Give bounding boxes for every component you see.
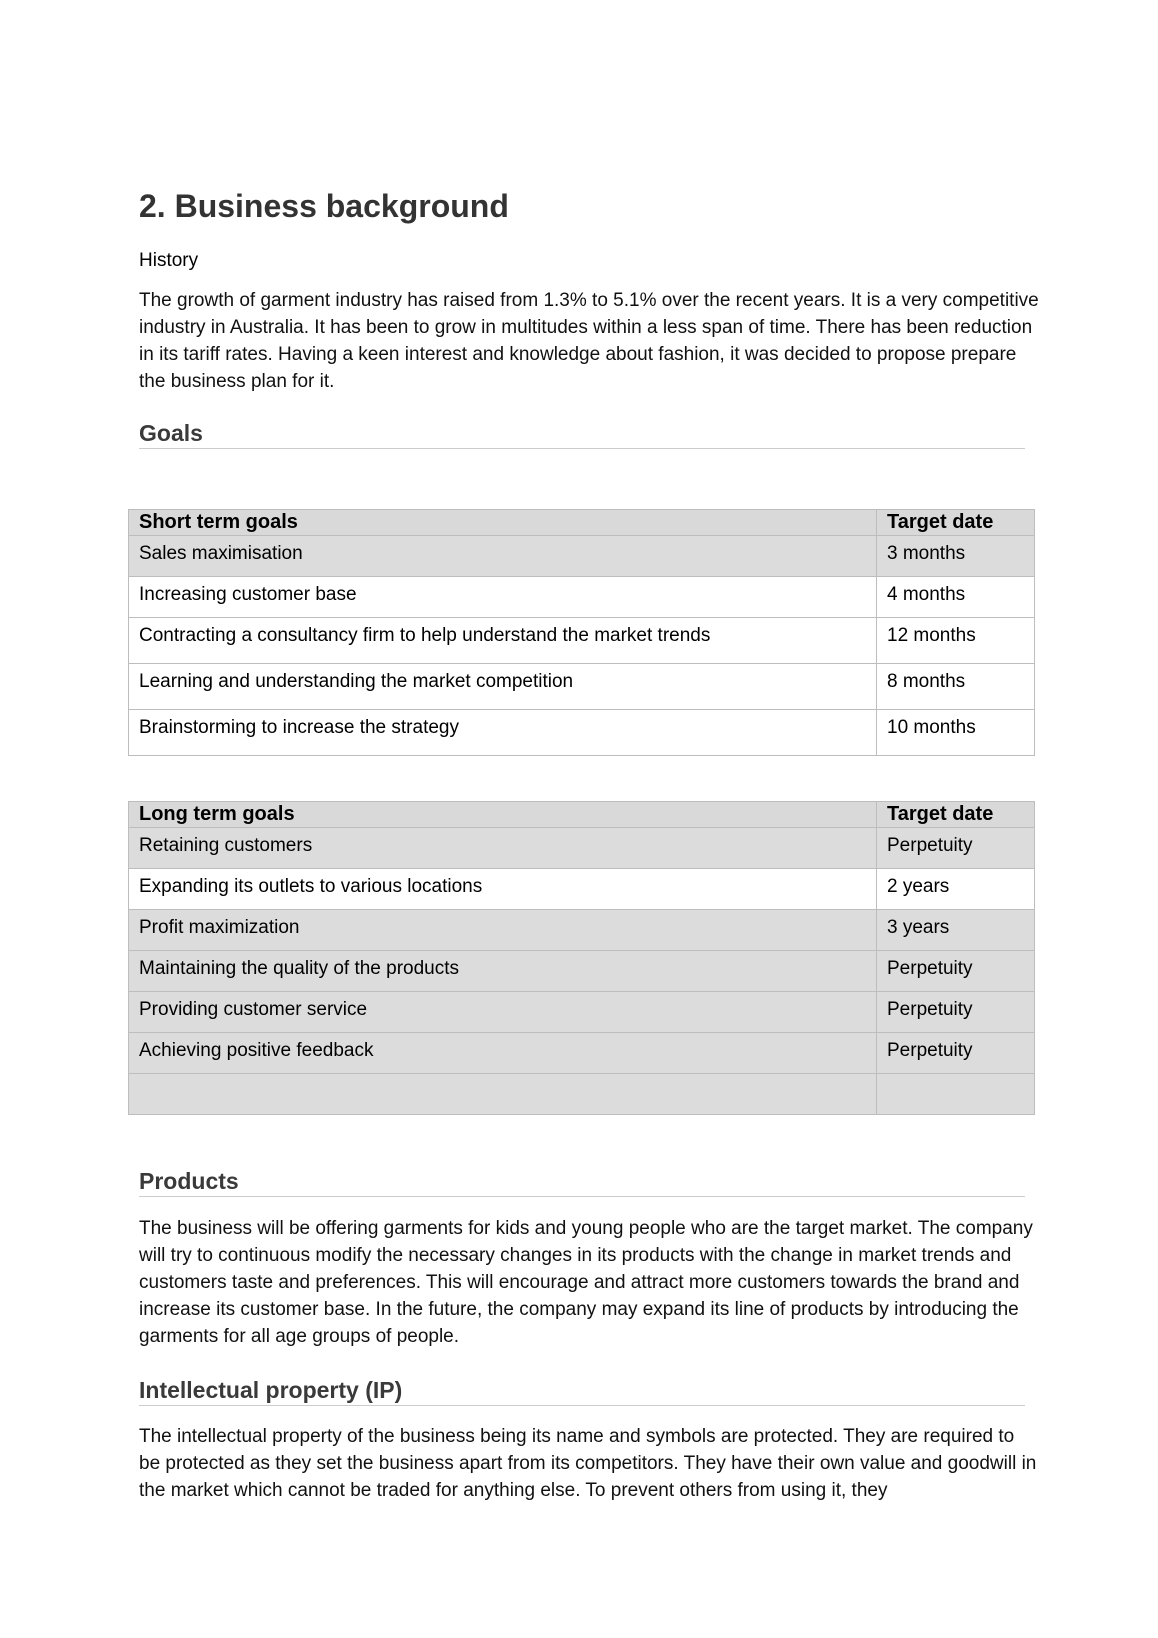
column-header-target-date: Target date	[877, 510, 1035, 536]
target-date-cell: Perpetuity	[877, 828, 1035, 869]
products-heading: Products	[139, 1167, 1025, 1197]
history-label: History	[139, 250, 199, 271]
target-date-cell: Perpetuity	[877, 992, 1035, 1033]
column-header-goal: Long term goals	[129, 802, 877, 828]
target-date-cell: 12 months	[877, 618, 1035, 664]
long-term-goals-table	[128, 801, 1035, 1115]
target-date-cell: 10 months	[877, 710, 1035, 756]
table-row	[129, 828, 1035, 869]
table-row	[129, 1033, 1035, 1074]
target-date-cell: Perpetuity	[877, 951, 1035, 992]
ip-paragraph: The intellectual property of the business being its name and symbols are protected. They are required to be protected as they set the business apart from its competitors. They have their own value and goodwill in the market which cannot be traded for anything else. To prevent others from using it, they	[139, 1426, 1037, 1501]
goal-cell: Retaining customers	[129, 828, 877, 869]
column-header-goal: Short term goals	[129, 510, 877, 536]
short-term-goals-table	[128, 509, 1035, 756]
target-date-cell: 4 months	[877, 577, 1035, 618]
table-row	[129, 577, 1035, 618]
table-row	[129, 869, 1035, 910]
goal-cell: Maintaining the quality of the products	[129, 951, 877, 992]
section-title: 2. Business background	[139, 188, 509, 224]
goal-cell: Achieving positive feedback	[129, 1033, 877, 1074]
target-date-cell: 2 years	[877, 869, 1035, 910]
goal-cell: Learning and understanding the market competition	[129, 664, 877, 710]
table-row	[129, 664, 1035, 710]
table-header-row	[129, 802, 1035, 828]
table-row	[129, 910, 1035, 951]
table-row	[129, 536, 1035, 577]
goal-cell: Increasing customer base	[129, 577, 877, 618]
goal-cell: Sales maximisation	[129, 536, 877, 577]
table-row-empty	[129, 1074, 1035, 1115]
table-row	[129, 710, 1035, 756]
table-row	[129, 618, 1035, 664]
ip-heading: Intellectual property (IP)	[139, 1376, 1025, 1406]
goal-cell: Profit maximization	[129, 910, 877, 951]
table-row	[129, 951, 1035, 992]
target-date-cell: Perpetuity	[877, 1033, 1035, 1074]
products-paragraph: The business will be offering garments for kids and young people who are the target market. The company will try to continuous modify the necessary changes in its products with the change in market trends and customers taste and preferences. This will encourage and attract more customers towards the brand and increase its customer base. In the future, the company may expand its line of products by introducing the garments for all age groups of people.	[139, 1218, 1033, 1347]
goal-cell: Providing customer service	[129, 992, 877, 1033]
target-date-cell	[877, 1074, 1035, 1115]
target-date-cell: 3 months	[877, 536, 1035, 577]
goal-cell: Contracting a consultancy firm to help understand the market trends	[129, 618, 877, 664]
target-date-cell: 8 months	[877, 664, 1035, 710]
target-date-cell: 3 years	[877, 910, 1035, 951]
goals-heading: Goals	[139, 419, 1025, 449]
column-header-target-date: Target date	[877, 802, 1035, 828]
goal-cell: Expanding its outlets to various locations	[129, 869, 877, 910]
table-row	[129, 992, 1035, 1033]
goal-cell	[129, 1074, 877, 1115]
goal-cell: Brainstorming to increase the strategy	[129, 710, 877, 756]
table-header-row	[129, 510, 1035, 536]
history-paragraph: The growth of garment industry has raised from 1.3% to 5.1% over the recent years. It is a very competitive industry in Australia. It has been to grow in multitudes within a less span of time. There has been reduction in its tariff rates. Having a keen interest and knowledge about fashion, it was decided to propose prepare the business plan for it.	[139, 290, 1039, 392]
